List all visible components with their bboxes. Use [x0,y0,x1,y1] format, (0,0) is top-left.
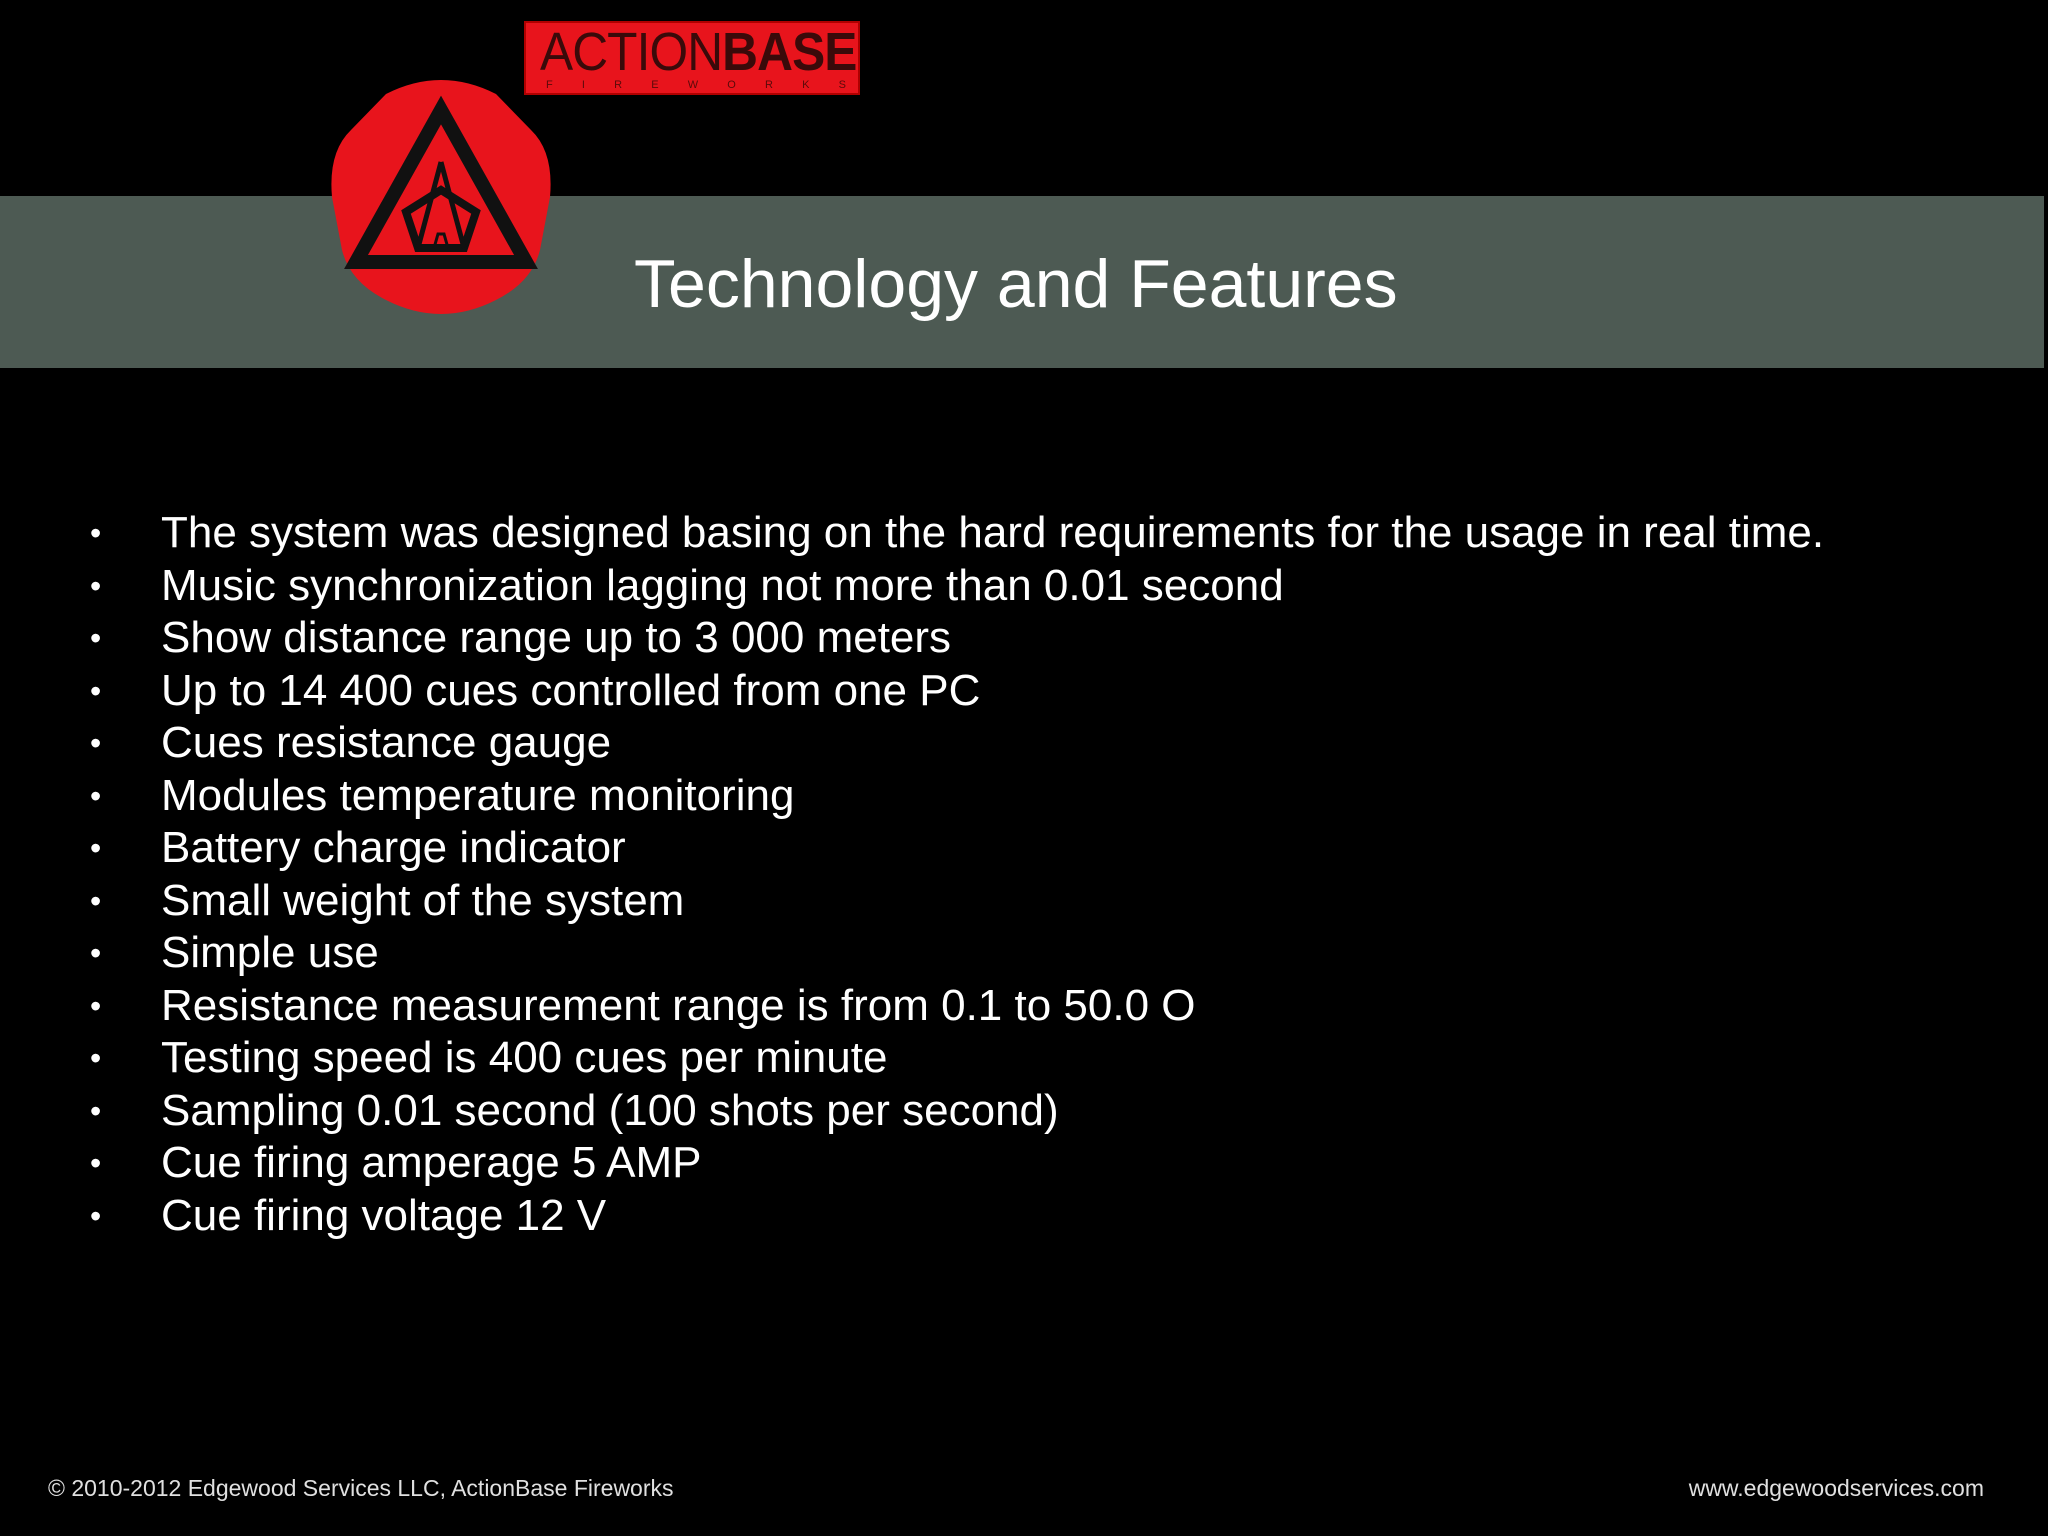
tagline-letter: F [546,79,553,91]
triangle-pentagon-emblem-icon [326,72,556,322]
bullet-icon: • [90,620,102,656]
feature-text: Testing speed is 400 cues per minute [161,1033,888,1082]
wordmark-action: ACTION [540,22,723,82]
bullet-icon: • [90,777,102,814]
feature-text: Small weight of the system [161,875,685,925]
feature-text: Sampling 0.01 second (100 shots per second) [161,1085,1059,1135]
footer-website: www.edgewoodservices.com [1688,1475,1984,1501]
bullet-icon: • [90,987,102,1024]
bullet-icon: • [90,672,102,709]
footer-copyright: © 2010-2012 Edgewood Services LLC, ActionBase Fireworks [48,1475,674,1501]
tagline-letter: S [838,79,846,91]
actionbase-wordmark-logo [524,21,860,95]
bullet-icon: • [90,935,102,971]
bullet-icon: • [90,725,102,761]
bullet-icon: • [90,1040,102,1076]
bullet-icon: • [90,515,102,551]
feature-text: Modules temperature monitoring [161,770,795,820]
feature-text: Up to 14 400 cues controlled from one PC [161,665,981,715]
wordmark-base: BASE [722,22,857,82]
tagline-letter: O [727,79,736,91]
tagline-letter: E [651,79,659,91]
tagline-letter: R [764,79,773,91]
feature-text: Cue firing amperage 5 AMP [161,1138,702,1187]
feature-text: Show distance range up to 3 000 meters [161,613,952,662]
tagline-letter: K [802,79,810,91]
bullet-icon: • [90,882,102,919]
bullet-icon: • [90,1197,102,1234]
tagline-letter: W [687,79,699,91]
feature-text: Simple use [161,928,379,977]
feature-text: Resistance measurement range is from 0.1 to 50.0 O [161,980,1196,1030]
slide-title: Technology and Features [634,246,1398,322]
wordmark-tagline [546,79,846,91]
bullet-icon: • [90,830,102,866]
feature-text: Cues resistance gauge [161,718,612,767]
tagline-letter: R [614,79,623,91]
feature-text: Battery charge indicator [161,823,626,872]
bullet-icon: • [90,567,102,604]
wordmark-text [540,22,857,82]
feature-text: Cue firing voltage 12 V [161,1190,607,1240]
feature-text: The system was designed basing on the hard requirements for the usage in real time. [161,508,1825,557]
feature-text: Music synchronization lagging not more than 0.01 second [161,560,1284,610]
tagline-letter: I [581,79,585,91]
bullet-icon: • [90,1145,102,1181]
bullet-icon: • [90,1092,102,1129]
